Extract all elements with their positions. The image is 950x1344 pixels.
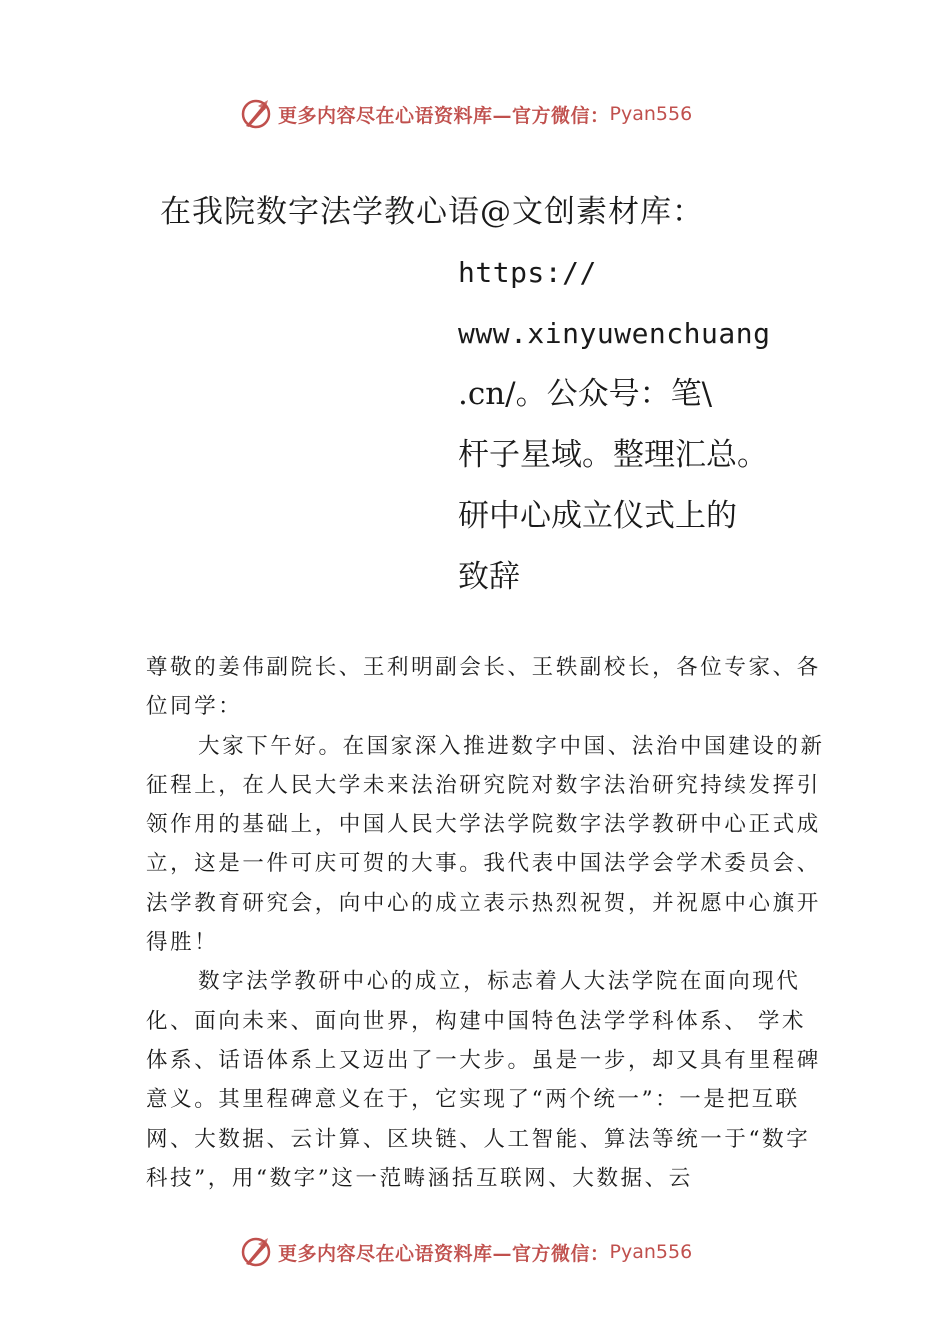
paragraph-1: 大家下午好。在国家深入推进数字中国、法治中国建设的新征程上，在人民大学未来法治研究院对数字法治研究持续发挥引领作用的基础上，中国人民大学法学院数字法学教研中心正式成立，这是一件可庆可贺的大事。我代表中国法学会学术委员会、法学教育研究会，向中心的成立表示热烈祝贺，并祝愿中心旗开得胜！ <box>146 733 825 956</box>
salutation: 尊敬的姜伟副院长、王利明副会长、王轶副校长，各位专家、各位同学： <box>146 655 821 720</box>
title-line-3: www.xinyuwenchuang <box>458 317 771 350</box>
title-line-4: .cn/。公众号：笔\ <box>458 376 713 412</box>
title-line-2: https:// <box>458 256 597 289</box>
feather-pen-logo-icon <box>238 1234 274 1270</box>
banner-wechat-id: Pyan556 <box>609 103 693 125</box>
banner-wechat-id: Pyan556 <box>609 1241 693 1263</box>
feather-pen-logo-icon <box>238 96 274 132</box>
paragraph-2: 数字法学教研中心的成立，标志着人大法学院在面向现代化、面向未来、面向世界，构建中国特色法学学科体系、 学术体系、话语体系上又迈出了一大步。虽是一步，却又具有里程碑意义。其里程碑意义在于，它实现了“两个统一”：一是把互联网、大数据、云计算、区块链、人工智能、算法等统一于“数字科技”，用“数字”这一范畴涵括互联网、大数据、云 <box>146 969 821 1191</box>
banner-text: 更多内容尽在心语资料库—官方微信： <box>278 104 610 127</box>
document-title-continued <box>458 242 788 608</box>
title-line-6: 研中心成立仪式上的 <box>458 498 737 534</box>
title-line-7: 致辞 <box>458 559 520 595</box>
document-title-line-1: 在我院数字法学教心语@文创素材库： <box>160 194 704 230</box>
header-banner <box>238 96 692 132</box>
banner-text: 更多内容尽在心语资料库—官方微信： <box>278 1242 610 1265</box>
title-line-5: 杆子星域。整理汇总。 <box>458 437 768 473</box>
document-body <box>146 648 826 1198</box>
footer-banner <box>238 1234 692 1270</box>
